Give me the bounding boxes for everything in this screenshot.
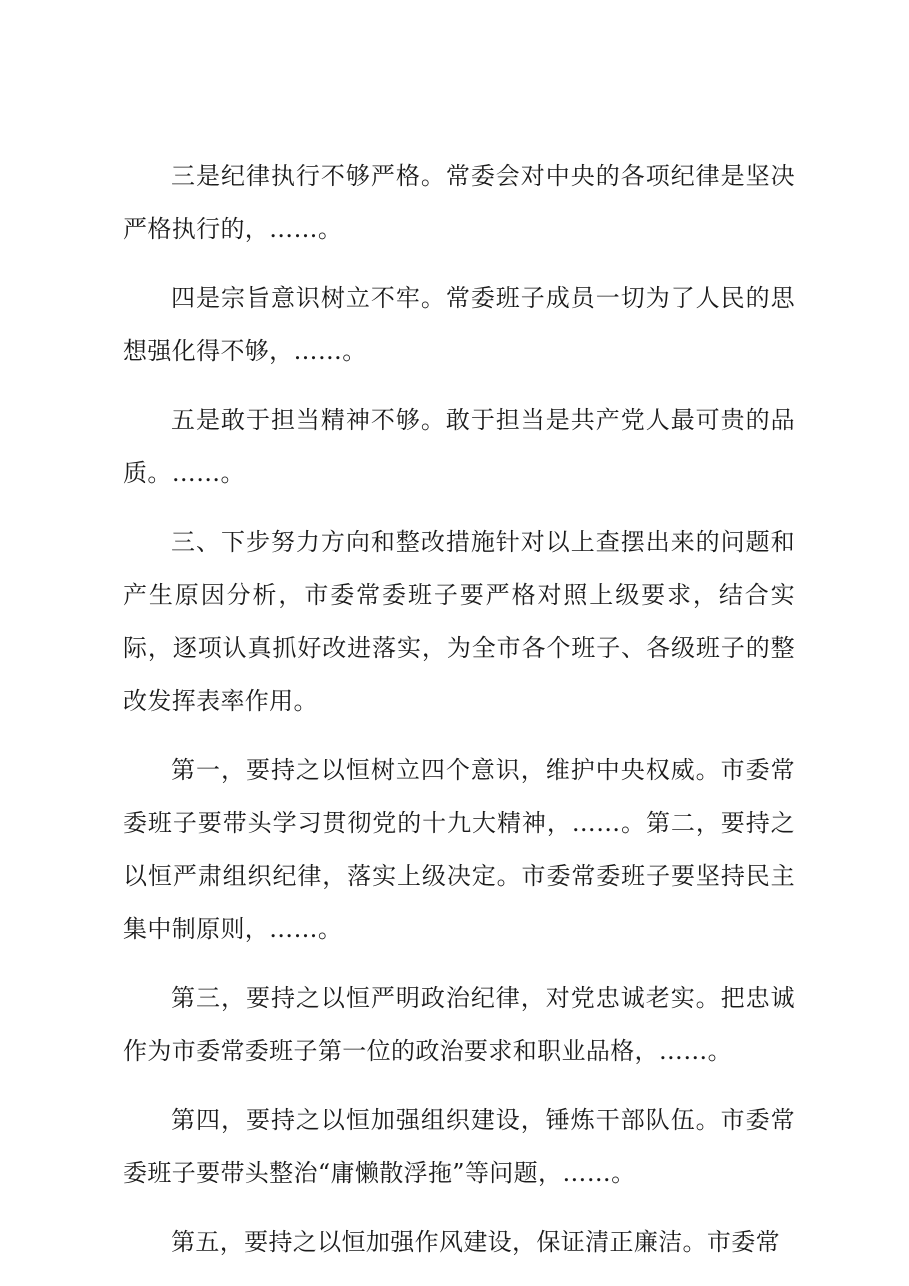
paragraph-discipline: 三是纪律执行不够严格。常委会对中央的各项纪律是坚决严格执行的，……。 [123,162,795,243]
paragraph-responsibility: 五是敢于担当精神不够。敢于担当是共产党人最可贵的品质。……。 [123,406,795,487]
paragraph-fifth: 第五，要持之以恒加强作风建设，保证清正廉洁。市委常 [171,1228,780,1256]
paragraph-purpose: 四是宗旨意识树立不牢。常委班子成员一切为了人民的思想强化得不够，……。 [123,284,795,365]
paragraph-fourth: 第四，要持之以恒加强组织建设，锤炼干部队伍。市委常委班子要带头整治“庸懒散浮拖”等问题，……。 [123,1106,795,1187]
paragraph-first-second: 第一，要持之以恒树立四个意识，维护中央权威。市委常委班子要带头学习贯彻党的十九大精神，……。第二，要持之以恒严肃组织纪律，落实上级决定。市委常委班子要坚持民主集中制原则，……。 [123,756,795,943]
paragraph-third: 第三，要持之以恒严明政治纪律，对党忠诚老实。把忠诚作为市委常委班子第一位的政治要求和职业品格，……。 [123,984,795,1065]
document-body [123,150,795,1285]
paragraph-section-three: 三、下步努力方向和整改措施针对以上查摆出来的问题和产生原因分析，市委常委班子要严格对照上级要求，结合实际，逐项认真抓好改进落实，为全市各个班子、各级班子的整改发挥表率作用。 [123,528,795,715]
